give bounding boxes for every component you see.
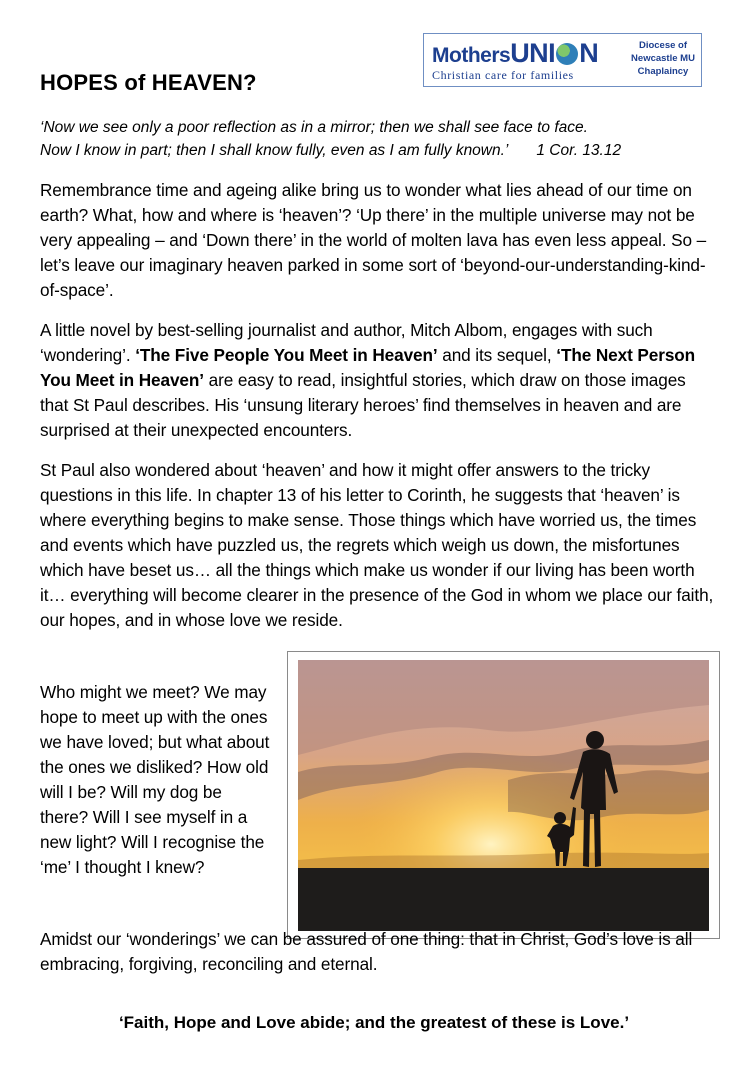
diocese-line: Chaplaincy xyxy=(637,66,689,77)
closing-quote: ‘Faith, Hope and Love abide; and the greatest of these is Love.’ xyxy=(118,1013,630,1032)
paragraph-st-paul: St Paul also wondered about ‘heaven’ and how it might offer answers to the tricky questions in this life. In chapter 13 of his letter to Corinth, he suggests that ‘heaven’ is where everything begins to make sense. Those things which have worried us, the times and events which have puzzled us, the regrets which weigh us down, the misfortunes which have beset us… all the things which make us wonder if our living has been worth it… everything will become clearer in the presence of the God in whom we place our faith, our hopes, and in whose love we reside. xyxy=(40,460,714,630)
logo-wordmark xyxy=(432,38,622,68)
quote-line: Now I know in part; then I shall know fully, even as I am fully known.’ xyxy=(40,142,509,159)
paragraph-assurance: Amidst our ‘wonderings’ we can be assured of one thing: that in Christ, God’s love is all embracing, forgiving, reconciling and eternal. xyxy=(40,929,693,974)
mothers-union-logo xyxy=(423,33,702,87)
paragraph-text: and its sequel, xyxy=(437,345,557,365)
page-title: HOPES of HEAVEN? xyxy=(40,70,257,95)
photo-frame xyxy=(287,651,720,939)
paragraph-remembrance: Remembrance time and ageing alike bring us to wonder what lies ahead of our time on earth? What, how and where is ‘heaven’? ‘Up there’ in the multiple universe may not be very appealing – and ‘Down there’ in the world of molten lava has even less appeal. So – let’s leave our imaginary heaven parked in some sort of ‘beyond-our-understanding-kind-of-space’. xyxy=(40,180,707,300)
paragraph-novel xyxy=(40,318,714,443)
sunset-silhouette-photo xyxy=(298,660,709,931)
book-title: ‘The Five People You Meet in Heaven’ xyxy=(135,345,438,365)
scripture-quote xyxy=(40,116,720,162)
paragraph-questions: Who might we meet? We may hope to meet up with the ones we have loved; but what about the ones we disliked? How old will I be? Will my dog be there? Will I see myself in a new light? Will I recognise the ‘me’ I thought I knew? xyxy=(40,682,270,877)
sunset-illustration xyxy=(298,660,709,931)
paragraph-text: A little novel by best-selling journalist and author, Mitch Albom, engages with such ‘wondering’. xyxy=(40,320,653,365)
logo-diocese-text xyxy=(626,39,700,78)
logo-word-union: UNI xyxy=(510,38,556,68)
book-title: ‘The Next Person You Meet in Heaven’ xyxy=(40,345,696,390)
logo-tagline: Christian care for families xyxy=(432,68,574,82)
logo-word-mothers: Mothers xyxy=(432,44,511,67)
quote-line: ‘Now we see only a poor reflection as in a mirror; then we shall see face to face. xyxy=(40,119,588,136)
quote-reference: 1 Cor. 13.12 xyxy=(536,142,622,159)
globe-icon xyxy=(556,43,578,65)
ground xyxy=(298,868,709,931)
diocese-line: Diocese of xyxy=(638,40,688,51)
diocese-line: Newcastle MU xyxy=(631,53,695,64)
logo-word-union-end: N xyxy=(579,38,599,68)
paragraph-text: are easy to read, insightful stories, which draw on those images that St Paul describes. His ‘unsung literary heroes’ find themselves in heaven and are surprised at their unexpected encounters. xyxy=(40,370,686,440)
